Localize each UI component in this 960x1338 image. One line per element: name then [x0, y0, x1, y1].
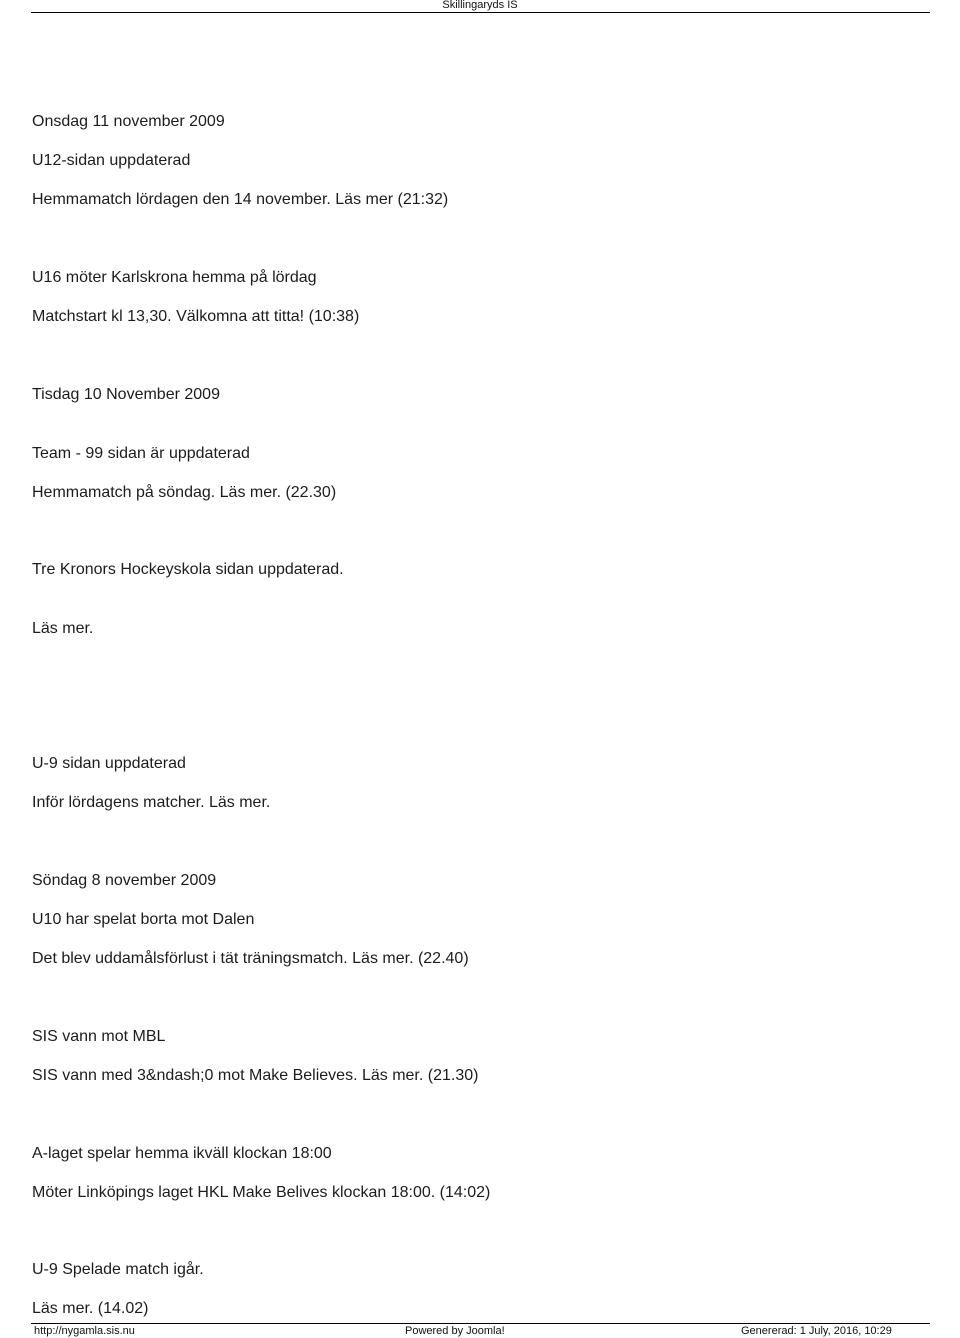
footer-generated: Genererad: 1 July, 2016, 10:29: [741, 1325, 892, 1337]
footer-divider: [31, 1323, 930, 1324]
date-heading: Onsdag 11 november 2009: [32, 113, 225, 130]
footer-url[interactable]: http://nygamla.sis.nu: [34, 1325, 135, 1337]
news-body: SIS vann med 3&ndash;0 mot Make Believes. Läs mer. (21.30): [32, 1067, 479, 1084]
news-title: U-9 sidan uppdaterad: [32, 755, 186, 772]
date-heading: Tisdag 10 November 2009: [32, 386, 220, 403]
news-title: U-9 Spelade match igår.: [32, 1261, 204, 1278]
news-body: Matchstart kl 13,30. Välkomna att titta! (10:38): [32, 308, 360, 325]
news-title: A-laget spelar hemma ikväll klockan 18:00: [32, 1145, 332, 1162]
read-more-link[interactable]: Läs mer.: [32, 620, 94, 637]
news-title: Tre Kronors Hockeyskola sidan uppdaterad.: [32, 561, 344, 578]
news-body: Läs mer. (14.02): [32, 1300, 149, 1317]
news-title: U12-sidan uppdaterad: [32, 152, 191, 169]
site-title: Skillingaryds IS: [442, 0, 518, 11]
news-body: Möter Linköpings laget HKL Make Belives klockan 18:00. (14:02): [32, 1184, 491, 1201]
news-title: Team - 99 sidan är uppdaterad: [32, 445, 250, 462]
news-title: U10 har spelat borta mot Dalen: [32, 911, 255, 928]
news-title: SIS vann mot MBL: [32, 1028, 166, 1045]
news-body: Hemmamatch på söndag. Läs mer. (22.30): [32, 484, 337, 501]
news-title: U16 möter Karlskrona hemma på lördag: [32, 269, 317, 286]
news-body: Inför lördagens matcher. Läs mer.: [32, 794, 271, 811]
footer-powered-by: Powered by Joomla!: [405, 1325, 505, 1337]
header-divider: [31, 12, 930, 13]
news-body: Det blev uddamålsförlust i tät träningsmatch. Läs mer. (22.40): [32, 950, 469, 967]
news-body: Hemmamatch lördagen den 14 november. Läs mer (21:32): [32, 191, 449, 208]
date-heading: Söndag 8 november 2009: [32, 872, 217, 889]
